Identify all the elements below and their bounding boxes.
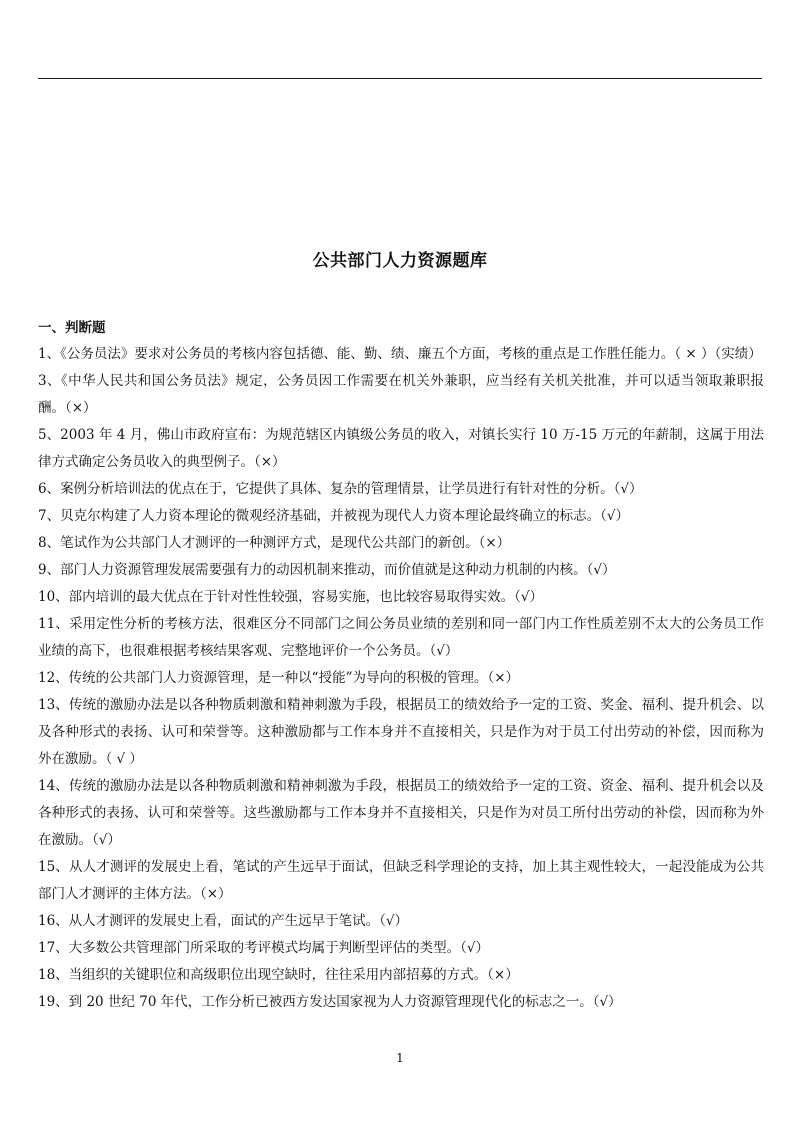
- question-item: 16、从人才测评的发展史上看，面试的产生远早于笔试。（√）: [38, 913, 409, 929]
- question-item: 15、从人才测评的发展史上看，笔试的产生远早于面试，但缺乏科学理论的支持，加上其主观性较大，一起没能成为公共部门人才测评的主体方法。（×）: [38, 859, 764, 902]
- question-item: 13、传统的激励办法是以各种物质刺激和精神刺激为手段，根据员工的绩效给予一定的工资、奖金、福利、提升机会、以及各种形式的表扬、认可和荣誉等。这种激励都与工作本身并不直接相关，只是作为对于员工付出劳动的补偿，因而称为外在激励。（ √ ）: [38, 697, 764, 767]
- question-item: 3、《中华人民共和国公务员法》规定，公务员因工作需要在机关外兼职，应当经有关机关批准，并可以适当领取兼职报酬。（×）: [38, 373, 764, 416]
- question-list: [38, 341, 764, 1016]
- header-rule: [38, 78, 762, 79]
- question-item: 9、部门人力资源管理发展需要强有力的动因机制来推动，而价值就是这种动力机制的内核。（√）: [38, 562, 616, 578]
- question-item: 12、传统的公共部门人力资源管理，是一种以“授能”为导向的积极的管理。（×）: [38, 670, 520, 686]
- document-title: 公共部门人力资源题库: [312, 251, 488, 271]
- page-number: 1: [396, 1051, 404, 1065]
- question-item: 14、传统的激励办法是以各种物质刺激和精神刺激为手段，根据员工的绩效给予一定的工资、资金、福利、提升机会以及各种形式的表扬、认可和荣誉等。这些激励都与工作本身并不直接相关，只是作为对员工所付出劳动的补偿，因而称为外在激励。（√）: [38, 778, 764, 848]
- question-item: 18、当组织的关键职位和高级职位出现空缺时，往往采用内部招募的方式。（×）: [38, 967, 519, 983]
- question-item: 7、贝克尔构建了人力资本理论的微观经济基础，并被视为现代人力资本理论最终确立的标志。（√）: [38, 508, 629, 524]
- question-item: 6、案例分析培训法的优点在于，它提供了具体、复杂的管理情景，让学员进行有针对性的分析。（√）: [38, 481, 643, 497]
- section-heading: 一、判断题: [38, 320, 106, 336]
- question-item: 11、采用定性分析的考核方法，很难区分不同部门之间公务员业绩的差别和同一部门内工作性质差别不太大的公务员工作业绩的高下，也很难根据考核结果客观、完整地评价一个公务员。（√）: [38, 616, 764, 659]
- question-item: 5、2003 年 4 月，佛山市政府宣布：为规范辖区内镇级公务员的收入，对镇长实行 10 万-15 万元的年薪制，这属于用法律方式确定公务员收入的典型例子。（×）: [38, 427, 764, 470]
- question-item: 10、部内培训的最大优点在于针对性性较强，容易实施，也比较容易取得实效。（√）: [38, 589, 544, 605]
- question-item: 17、大多数公共管理部门所采取的考评模式均属于判断型评估的类型。（√）: [38, 940, 490, 956]
- question-item: 19、到 20 世纪 70 年代，工作分析已被西方发达国家视为人力资源管理现代化的标志之一。（√）: [38, 994, 622, 1010]
- question-item: 8、笔试作为公共部门人才测评的一种测评方式，是现代公共部门的新创。（×）: [38, 535, 511, 551]
- question-item: 1、《公务员法》要求对公务员的考核内容包括德、能、勤、绩、廉五个方面，考核的重点是工作胜任能力。（ × ）（实绩）: [38, 346, 762, 362]
